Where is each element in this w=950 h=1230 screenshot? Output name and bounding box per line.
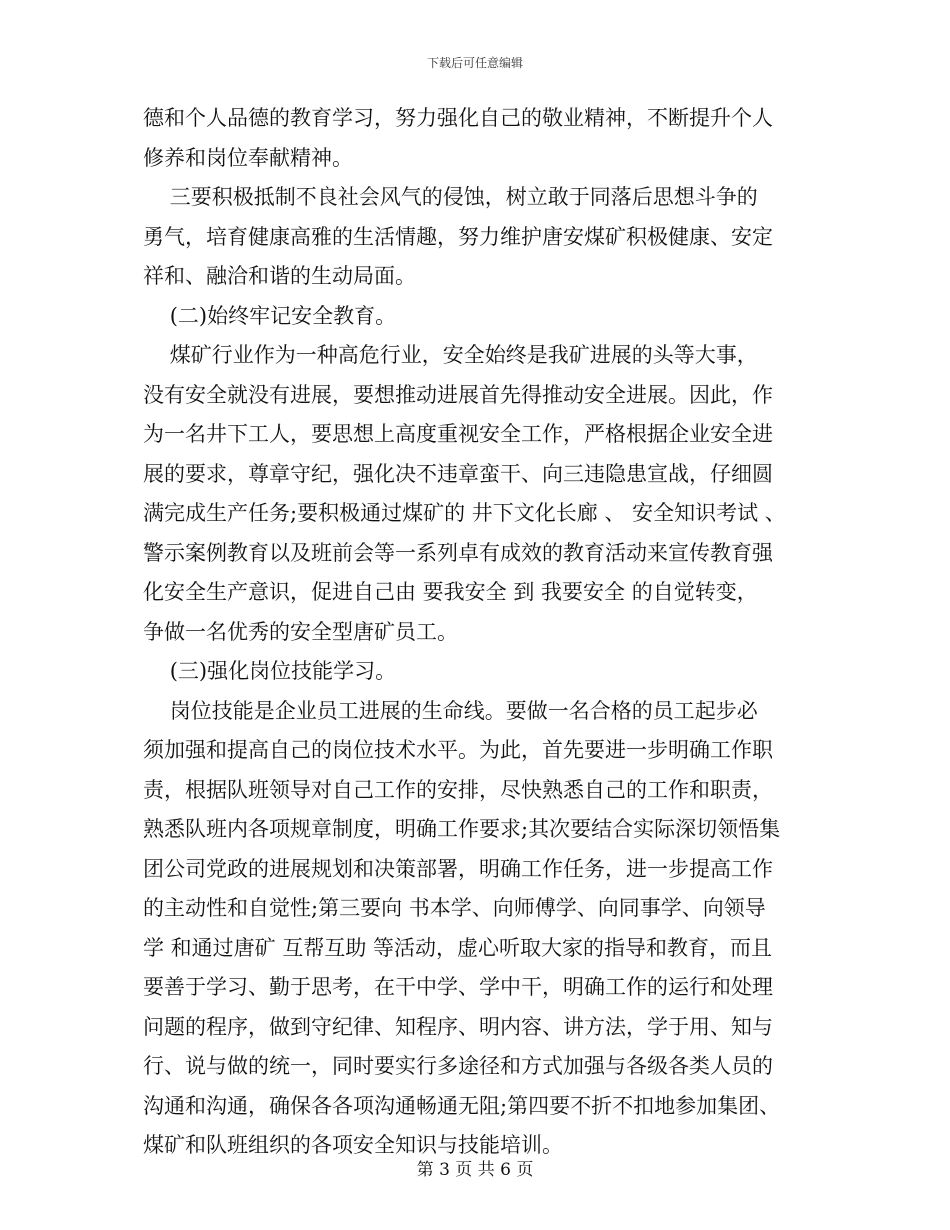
text-line: 煤矿和队班组织的各项安全知识与技能培训。 — [143, 1133, 563, 1157]
text-line: 行、说与做的统一，同时要实行多途径和方式加强与各级各类人员的 — [143, 1054, 773, 1078]
text-line: 化安全生产意识，促进自己由 要我安全 到 我要安全 的自觉转变， — [143, 580, 758, 604]
section-heading: (三)强化岗位技能学习。 — [143, 659, 397, 683]
text-line: 的主动性和自觉性;第三要向 书本学、向师傅学、向同事学、向领导 — [143, 896, 766, 920]
text-line: 煤矿行业作为一种高危行业，安全始终是我矿进展的头等大事， — [143, 343, 758, 367]
section-heading: (二)始终牢记安全教育。 — [143, 303, 397, 328]
document-body — [143, 99, 823, 1166]
text-line: 岗位技能是企业员工进展的生命线。要做一名合格的员工起步必 — [143, 698, 758, 723]
text-line: 熟悉队班内各项规章制度，明确工作要求;其次要结合实际深切领悟集 — [143, 817, 781, 841]
text-line: 须加强和提高自己的岗位技术水平。为此，首先要进一步明确工作职 — [143, 738, 773, 762]
text-line: 三要积极抵制不良社会风气的侵蚀，树立敢于同落后思想斗争的 — [143, 185, 758, 209]
page-number: 第 3 页 共 6 页 — [416, 1160, 534, 1180]
text-line: 祥和、融洽和谐的生动局面。 — [143, 264, 416, 288]
text-line: 展的要求，尊章守纪，强化决不违章蛮干、向三违隐患宣战，仔细圆 — [143, 461, 773, 486]
text-line: 修养和岗位奉献精神。 — [143, 145, 353, 170]
text-line: 警示案例教育以及班前会等一系列卓有成效的教育活动来宣传教育强 — [143, 540, 773, 565]
text-line: 学 和通过唐矿 互帮互助 等活动，虚心听取大家的指导和教育，而且 — [143, 935, 773, 960]
text-line: 团公司党政的进展规划和决策部署，明确工作任务，进一步提高工作 — [143, 856, 773, 881]
text-line: 为一名井下工人，要思想上高度重视安全工作，严格根据企业安全进 — [143, 422, 773, 446]
text-line: 沟通和沟通，确保各各项沟通畅通无阻;第四要不折不扣地参加集团、 — [143, 1093, 781, 1118]
page-header-note: 下载后可任意编辑 — [426, 56, 523, 70]
text-line: 没有安全就没有进展，要想推动进展首先得推动安全进展。因此，作 — [143, 382, 773, 407]
text-line: 争做一名优秀的安全型唐矿员工。 — [143, 619, 458, 644]
text-line: 要善于学习、勤于思考，在干中学、学中干，明确工作的运行和处理 — [143, 975, 773, 999]
text-line: 问题的程序，做到守纪律、知程序、明内容、讲方法，学于用、知与 — [143, 1014, 773, 1039]
text-line: 责，根据队班领导对自己工作的安排，尽快熟悉自己的工作和职责， — [143, 777, 773, 802]
text-line: 勇气，培育健康高雅的生活情趣，努力维护唐安煤矿积极健康、安定 — [143, 224, 773, 249]
text-line: 满完成生产任务;要积极通过煤矿的 井下文化长廊 、 安全知识考试 、 — [143, 501, 786, 525]
text-line: 德和个人品德的教育学习，努力强化自己的敬业精神，不断提升个人 — [143, 106, 773, 130]
